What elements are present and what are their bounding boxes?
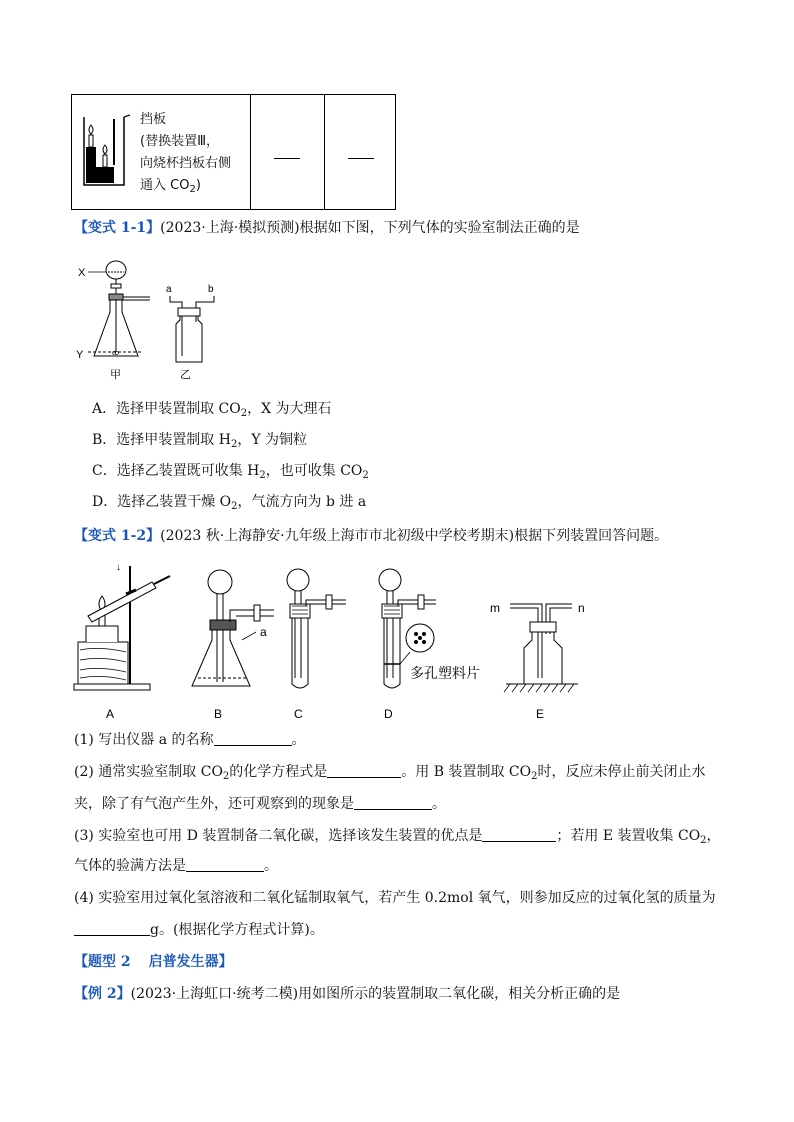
question-text: 。 (432, 796, 446, 812)
label-C: C (294, 707, 303, 721)
table-cell-dash (274, 158, 300, 159)
question-3-line1 (74, 827, 721, 845)
option-text: ，Y 为铜粒 (237, 432, 308, 448)
glass-beads: ꝏ (112, 350, 120, 357)
answer-blank[interactable] (327, 763, 401, 778)
label-b: b (208, 284, 214, 295)
comparison-table (71, 94, 396, 210)
question-text: 气体的验满方法是 (74, 858, 186, 874)
question-4-line1 (74, 889, 716, 907)
question-tag: 【例 2】 (74, 986, 131, 1002)
question-text: 用如图所示的装置制取二氧化碳，相关分析正确的是 (298, 986, 621, 1002)
apparatus-a-e-figure (70, 560, 710, 725)
option-b[interactable] (92, 431, 369, 462)
subscript: 2 (700, 835, 707, 846)
label-y: Y (76, 349, 84, 361)
question-text: ， (706, 828, 721, 844)
label-porous-plate: 多孔塑料片 (410, 665, 480, 681)
label-n: n (578, 601, 585, 615)
question-text: 的化学方程式是 (229, 764, 328, 780)
question-tag: 【变式 1-2】 (74, 528, 161, 544)
answer-blank[interactable] (354, 795, 432, 810)
table-divider (250, 95, 251, 209)
table-divider (324, 95, 325, 209)
question-text: g。(根据化学方程式计算)。 (150, 922, 324, 938)
subscript: 2 (362, 470, 369, 481)
subscript: 2 (222, 771, 230, 782)
label-m: m (490, 601, 500, 615)
question-text: 根据下列装置回答问题。 (514, 528, 669, 544)
question-text: (2) 通常实验室制取 CO (74, 764, 223, 780)
question-text: 夹，除了有气泡产生外，还可观察到的现象是 (74, 796, 354, 812)
option-text: ，也可收集 CO (265, 463, 363, 479)
baffle-note-text: ) (195, 178, 201, 193)
option-text: B．选择甲装置制取 H (92, 432, 231, 448)
question-v12-header (74, 527, 668, 545)
question-4-line2 (74, 921, 324, 939)
question-text: 。 (291, 732, 306, 748)
question-3-line2 (74, 857, 278, 875)
answer-blank[interactable] (74, 921, 150, 936)
label-yi: 乙 (180, 369, 191, 381)
table-cell-dash (348, 158, 374, 159)
label-x: X (78, 267, 86, 279)
question-source: (2023·上海虹口·统考二模) (130, 986, 299, 1002)
question-text: 时，反应未停止前关闭止水 (537, 764, 706, 780)
label-a-instrument: a (260, 625, 267, 639)
question-tag: 【变式 1-1】 (74, 220, 161, 236)
subscript: 2 (189, 184, 196, 195)
answer-blank[interactable] (214, 731, 292, 746)
label-a: a (166, 284, 172, 295)
question-text: 。用 B 装置制取 CO (401, 764, 532, 780)
question-1 (74, 731, 306, 749)
question-text: (4) 实验室用过氧化氢溶液和二氧化锰制取氧气，若产生 0.2mol 氧气，则参加反应的过氧化氢的质量为 (74, 890, 716, 906)
question-ex2-header (74, 985, 620, 1003)
label-A: A (106, 707, 115, 721)
label-B: B (214, 707, 223, 721)
option-c[interactable] (92, 462, 369, 493)
clamp-icon: ↓ (116, 562, 121, 573)
label-D: D (384, 707, 393, 721)
answer-blank[interactable] (186, 857, 264, 872)
beaker-candle-diagram (78, 113, 138, 191)
option-a[interactable] (92, 400, 369, 431)
apparatus-jia-yi-figure (72, 258, 232, 388)
label-jia: 甲 (110, 369, 121, 381)
option-text: A．选择甲装置制取 CO (92, 401, 241, 417)
label-E: E (536, 707, 545, 721)
question-text: (1) 写出仪器 a 的名称 (74, 732, 214, 748)
baffle-note: (替换装置Ⅲ， (140, 134, 220, 149)
baffle-label: 挡板 (140, 112, 167, 127)
baffle-note (140, 175, 231, 197)
subscript: 2 (259, 470, 266, 481)
question-2-line2 (74, 795, 446, 813)
subscript: 2 (231, 501, 238, 512)
question-2-line1 (74, 763, 706, 781)
question-source: (2023 秋·上海静安·九年级上海市市北初级中学校考期末) (160, 528, 515, 544)
subscript: 2 (531, 771, 538, 782)
section-title: 启普发生器】 (148, 954, 233, 970)
baffle-note-text: 通入 CO (140, 178, 190, 193)
subscript: 2 (230, 439, 238, 450)
question-v11-header (74, 219, 580, 237)
question-text: (3) 实验室也可用 D 装置制备二氧化碳，选择该发生装置的优点是 (74, 828, 483, 844)
answer-blank[interactable] (482, 827, 556, 842)
section-tag: 【题型 2 (74, 954, 131, 970)
section-heading-type2 (74, 953, 233, 971)
option-d[interactable] (92, 493, 369, 524)
options-list (92, 400, 369, 524)
baffle-note: 向烧杯挡板右侧 (140, 156, 232, 171)
option-text: C．选择乙装置既可收集 H (92, 463, 260, 479)
question-text: ；若用 E 装置收集 CO (556, 828, 701, 844)
option-text: D．选择乙装置干燥 O (92, 494, 232, 510)
question-text: 根据如下图，下列气体的实验室制法正确的是 (299, 220, 580, 236)
subscript: 2 (240, 408, 248, 419)
option-text: ，气流方向为 b 进 a (237, 494, 367, 510)
question-text: 。 (264, 858, 278, 874)
question-source: (2023·上海·模拟预测) (160, 220, 300, 236)
table-cell-text (140, 109, 231, 197)
option-text: ，X 为大理石 (247, 401, 332, 417)
